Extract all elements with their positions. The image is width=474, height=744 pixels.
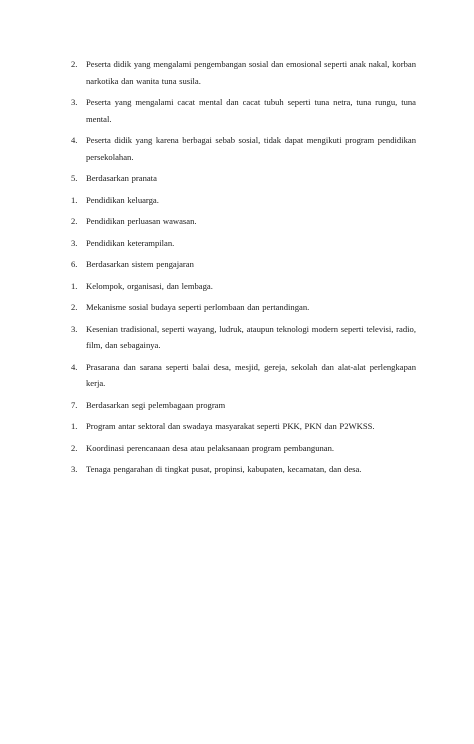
list-item-text: Peserta yang mengalami cacat mental dan cacat tubuh seperti tuna netra, tuna rungu, tuna mental.: [86, 97, 416, 124]
list-item: [0, 192, 474, 209]
list-number: 4.: [71, 361, 78, 372]
list-number: 2.: [71, 216, 78, 226]
list-item: [0, 94, 474, 127]
list-item-text: Berdasarkan pranata: [86, 173, 157, 183]
list-number: 1.: [71, 194, 78, 205]
list-number: 3.: [71, 237, 78, 248]
list-item-text: Pendidikan keterampilan.: [86, 237, 175, 248]
list-number: 1.: [71, 280, 78, 291]
list-item: [0, 56, 474, 89]
list-number: 3.: [71, 323, 78, 334]
list-item-text: Kesenian tradisional, seperti wayang, ludruk, ataupun teknologi modern seperti televisi, radio, film, dan sebagainya.: [86, 323, 416, 350]
numbered-list: [0, 56, 474, 483]
list-item: [0, 170, 474, 187]
list-number: 4.: [71, 135, 78, 145]
list-item-text: Pendidikan keluarga.: [86, 194, 159, 205]
list-number: 2.: [71, 442, 78, 453]
list-item-text: Peserta didik yang karena berbagai sebab sosial, tidak dapat mengikuti program pendidikan persekolahan.: [86, 135, 416, 162]
list-item-text: Prasarana dan sarana seperti balai desa, mesjid, gereja, sekolah dan alat-alat perlengkapan kerja.: [86, 361, 416, 388]
list-item: [0, 132, 474, 165]
list-number: 3.: [71, 464, 78, 474]
list-item-text: Berdasarkan segi pelembagaan program: [86, 399, 226, 410]
list-number: 3.: [71, 97, 78, 107]
list-number: 5.: [71, 173, 78, 183]
list-item: [0, 418, 474, 435]
list-item: [0, 278, 474, 295]
list-number: 2.: [71, 302, 78, 312]
list-item-text: Berdasarkan sistem pengajaran: [86, 259, 194, 269]
list-item-text: Pendidikan perluasan wawasan.: [86, 216, 197, 226]
list-item: [0, 213, 474, 230]
list-item-text: Kelompok, organisasi, dan lembaga.: [86, 280, 213, 291]
list-item-text: Tenaga pengarahan di tingkat pusat, propinsi, kabupaten, kecamatan, dan desa.: [86, 464, 362, 474]
list-item: [0, 461, 474, 478]
list-item: [0, 299, 474, 316]
list-item-text: Koordinasi perencanaan desa atau pelaksanaan program pembangunan.: [86, 442, 335, 453]
list-item-text: Peserta didik yang mengalami pengembangan sosial dan emosional seperti anak nakal, korban narkotika dan wanita tuna susila.: [86, 59, 416, 86]
list-item-text: Mekanisme sosial budaya seperti perlombaan dan pertandingan.: [86, 302, 310, 312]
list-number: 1.: [71, 421, 78, 431]
list-item-text: Program antar sektoral dan swadaya masyarakat seperti PKK, PKN dan P2WKSS.: [86, 421, 375, 431]
list-number: 6.: [71, 259, 78, 269]
list-item: [0, 256, 474, 273]
list-number: 7.: [71, 399, 78, 410]
list-item: [0, 235, 474, 252]
list-item: [0, 321, 474, 354]
list-item: [0, 359, 474, 392]
list-item: [0, 440, 474, 457]
list-number: 2.: [71, 59, 78, 69]
list-item: [0, 397, 474, 414]
